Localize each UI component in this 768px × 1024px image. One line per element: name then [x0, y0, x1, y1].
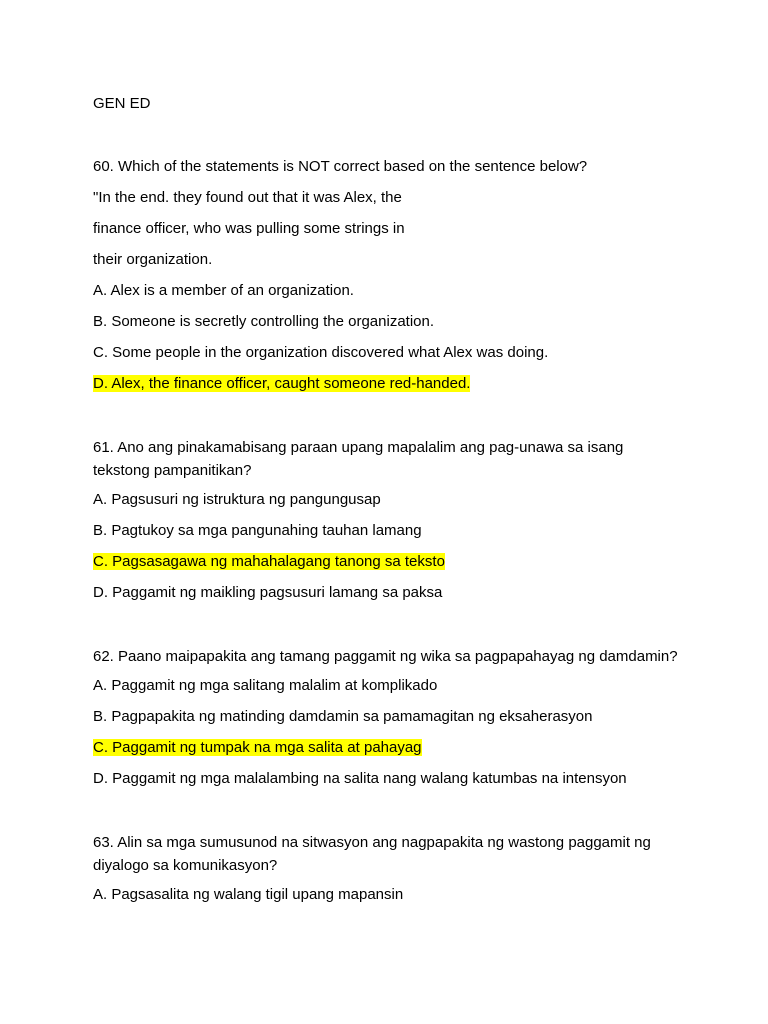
choice-b [93, 311, 683, 333]
choice-a [93, 280, 683, 302]
question-63 [93, 831, 683, 906]
quote-line: their organization. [93, 251, 213, 268]
choice-b [93, 520, 683, 542]
question-stem: 63. Alin sa mga sumusunod na sitwasyon ang nagpapakita ng wastong paggamit ng diyalogo sa komunikasyon? [93, 834, 651, 874]
highlighted-answer: C. Pagsasagawa ng mahahalagang tanong sa teksto [93, 553, 445, 570]
document-page [93, 94, 683, 947]
choice-text: B. Pagtukoy sa mga pangunahing tauhan lamang [93, 522, 422, 539]
choice-text: B. Someone is secretly controlling the organization. [93, 313, 435, 330]
quote-line: "In the end. they found out that it was Alex, the [93, 189, 402, 206]
choice-a [93, 675, 683, 697]
choice-text: D. Paggamit ng mga malalambing na salita nang walang katumbas na intensyon [93, 770, 627, 787]
highlighted-answer: C. Paggamit ng tumpak na mga salita at pahayag [93, 739, 422, 756]
choice-c-answer [93, 737, 683, 759]
question-60 [93, 156, 683, 395]
question-stem: 61. Ano ang pinakamabisang paraan upang mapalalim ang pag-unawa sa isang tekstong pampanitikan? [93, 439, 624, 479]
choice-text: C. Some people in the organization discovered what Alex was doing. [93, 344, 549, 361]
choice-text: A. Pagsasalita ng walang tigil upang mapansin [93, 886, 404, 903]
quote-line: finance officer, who was pulling some strings in [93, 220, 405, 237]
question-stem: 60. Which of the statements is NOT correct based on the sentence below? [93, 158, 588, 175]
choice-text: A. Pagsusuri ng istruktura ng pangungusap [93, 491, 381, 508]
choice-a [93, 884, 683, 906]
question-62 [93, 645, 683, 790]
choice-b [93, 706, 683, 728]
choice-a [93, 489, 683, 511]
question-61 [93, 436, 683, 604]
choice-text: B. Pagpapakita ng matinding damdamin sa pamamagitan ng eksaherasyon [93, 708, 593, 725]
choice-d-answer [93, 373, 683, 395]
highlighted-answer: D. Alex, the finance officer, caught someone red-handed. [93, 375, 471, 392]
choice-d [93, 582, 683, 604]
choice-c [93, 342, 683, 364]
question-stem: 62. Paano maipapakita ang tamang paggamit ng wika sa pagpapahayag ng damdamin? [93, 648, 678, 665]
choice-text: A. Paggamit ng mga salitang malalim at komplikado [93, 677, 438, 694]
choice-d [93, 768, 683, 790]
document-heading: GEN ED [93, 95, 151, 112]
choice-text: D. Paggamit ng maikling pagsusuri lamang sa paksa [93, 584, 443, 601]
choice-text: A. Alex is a member of an organization. [93, 282, 354, 299]
choice-c-answer [93, 551, 683, 573]
